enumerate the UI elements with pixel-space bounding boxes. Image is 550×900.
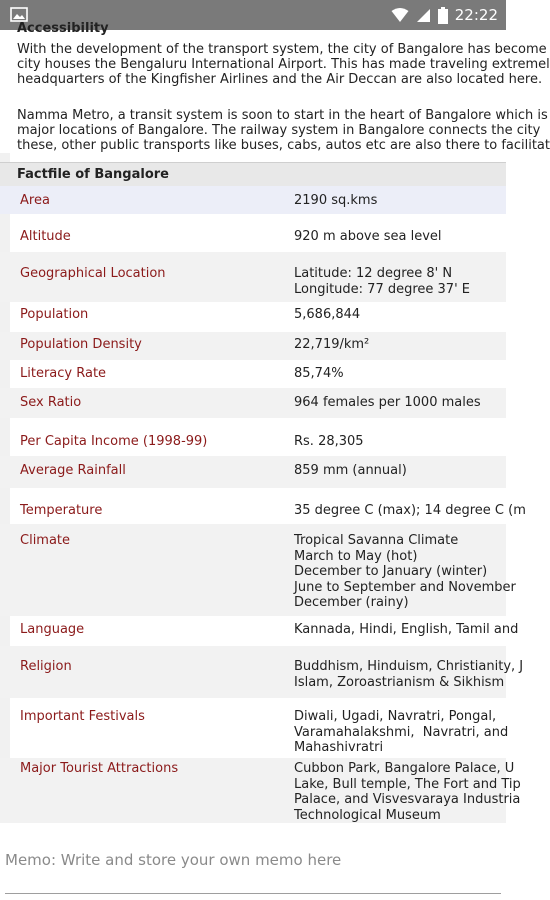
status-time: 22:22 [454, 6, 498, 24]
signal-icon [416, 7, 431, 23]
memo-input[interactable] [5, 845, 501, 875]
row-value: 2190 sq.kms [294, 193, 378, 208]
row-value: Latitude: 12 degree 8' N Longitude: 77 degree 37' E [294, 266, 470, 297]
paragraph-metro: Namma Metro, a transit system is soon to start in the heart of Bangalore which is major locations of Bangalore. The railway system in Bangalore connects the city these, other public transports like buses, cabs, autos etc are also there to facilitat [17, 108, 550, 153]
table-row [0, 252, 506, 302]
wifi-icon [391, 7, 409, 23]
table-row [0, 616, 519, 646]
factfile-title: Factfile of Bangalore [0, 163, 506, 186]
table-row [0, 388, 506, 418]
table-row [0, 646, 524, 698]
section-heading: Accessibility [17, 21, 109, 36]
row-value: 859 mm (annual) [294, 463, 407, 478]
table-row [0, 488, 526, 524]
row-label: Population [20, 307, 89, 322]
table-row [0, 214, 506, 252]
image-icon [10, 7, 28, 22]
row-value: Kannada, Hindi, English, Tamil and [294, 622, 519, 637]
row-value: 35 degree C (max); 14 degree C (m [294, 503, 526, 518]
memo-area [0, 823, 506, 900]
row-value: Diwali, Ugadi, Navratri, Pongal, Varamahalakshmi, Navratri, and Mahashivratri [294, 709, 509, 755]
table-row [0, 186, 506, 214]
status-icons [391, 5, 498, 25]
row-label: Per Capita Income (1998-99) [20, 434, 208, 449]
row-label: Climate [20, 533, 71, 548]
table-row [0, 332, 506, 360]
row-value: Rs. 28,305 [294, 434, 364, 449]
webview-content[interactable] [0, 21, 550, 823]
row-label: Sex Ratio [20, 395, 82, 410]
row-label: Religion [20, 659, 72, 674]
row-label: Population Density [20, 337, 142, 352]
table-row [0, 418, 506, 456]
table-row [0, 698, 509, 758]
table-row [0, 456, 506, 488]
table-row [0, 360, 506, 388]
row-label: Temperature [20, 503, 103, 518]
row-value: 5,686,844 [294, 307, 361, 322]
row-value: 964 females per 1000 males [294, 395, 481, 410]
paragraph-transport: With the development of the transport system, the city of Bangalore has become city houses the Bengaluru International Airport. This has made traveling extremel headquarters of the Kingfisher Airlines and the Air Deccan are also located here. [17, 42, 550, 87]
row-label: Area [20, 193, 50, 208]
table-row [0, 758, 521, 823]
row-label: Average Rainfall [20, 463, 126, 478]
row-value: Buddhism, Hinduism, Christianity, J Islam, Zoroastrianism & Sikhism [294, 659, 524, 690]
row-label: Geographical Location [20, 266, 166, 281]
table-row [0, 524, 516, 616]
row-value: 85,74% [294, 366, 344, 381]
row-label: Literacy Rate [20, 366, 107, 381]
row-label: Major Tourist Attractions [20, 761, 179, 776]
row-value: Cubbon Park, Bangalore Palace, U Lake, Bull temple, The Fort and Tip Palace, and Visvesvaraya Industria Technological Museum [294, 761, 521, 823]
row-label: Language [20, 622, 85, 637]
battery-icon [438, 7, 448, 24]
row-value: Tropical Savanna Climate March to May (hot) December to January (winter) June to September and November December (rainy) [294, 533, 516, 610]
row-value: 22,719/km² [294, 337, 370, 352]
memo-underline [5, 893, 501, 894]
row-value: 920 m above sea level [294, 229, 442, 244]
row-label: Important Festivals [20, 709, 145, 724]
table-row [0, 302, 506, 332]
row-label: Altitude [20, 229, 71, 244]
